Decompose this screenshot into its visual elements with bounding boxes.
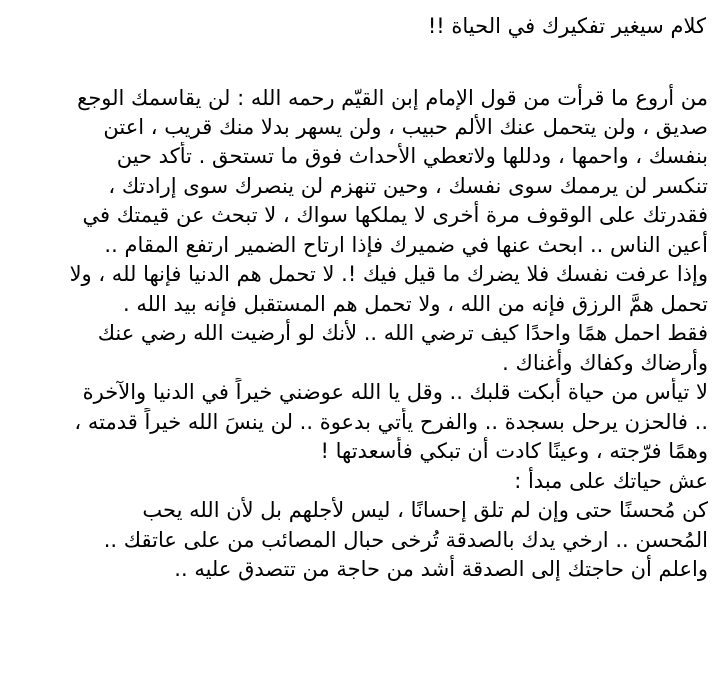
- text-line: المُحسن .. ارخي يدك بالصدقة تُرخى حبال المصائب من على عاتقك ..: [103, 528, 708, 552]
- page-title: كلام سيغير تفكيرك في الحياة !!: [427, 14, 706, 38]
- text-line: وأرضاك وكفاك وأغناك .: [502, 351, 708, 375]
- text-line: صديق ، ولن يتحمل عنك الألم حبيب ، ولن يسهر بدلا منك قريب ، اعتن: [103, 115, 708, 139]
- text-line: تنكسر لن يرممك سوى نفسك ، وحين تنهزم لن ينصرك سوى إرادتك ،: [108, 174, 708, 198]
- text-line: عش حياتك على مبدأ :: [514, 469, 708, 493]
- text-line: أعين الناس .. ابحث عنها في ضميرك فإذا ارتاح الضمير ارتفع المقام ..: [104, 233, 708, 257]
- text-line: فقدرتك على الوقوف مرة أخرى لا يملكها سواك ، لا تبحث عن قيمتك في: [82, 203, 708, 227]
- text-line: لا تيأس من حياة أبكت قلبك .. وقل يا الله عوضني خيراً في الدنيا والآخرة: [82, 380, 708, 404]
- text-line: من أروع ما قرأت من قول الإمام إبن القيّم رحمه الله : لن يقاسمك الوجع: [77, 86, 708, 110]
- text-line: .. فالحزن يرحل بسجدة .. والفرح يأتي بدعوة .. لن ينسَ الله خيراً قدمته ،: [74, 410, 708, 434]
- text-line: وإذا عرفت نفسك فلا يضرك ما قيل فيك !. لا تحمل هم الدنيا فإنها لله ، ولا: [69, 262, 708, 286]
- text-line: بنفسك ، واحمها ، ودللها ولاتعطي الأحداث فوق ما تستحق . تأكد حين: [116, 144, 708, 168]
- text-line: فقط احمل همًا واحدًا كيف ترضي الله .. لأنك لو أرضيت الله رضي عنك: [97, 321, 708, 345]
- text-line: وهمًا فرّجته ، وعينًا كادت أن تبكي فأسعدتها !: [320, 439, 708, 463]
- text-line: تحمل همَّ الرزق فإنه من الله ، ولا تحمل هم المستقبل فإنه بيد الله .: [123, 292, 708, 316]
- text-line: كن مُحسنًا حتى وإن لم تلق إحسانًا ، ليس لأجلهم بل لأن الله يحب: [142, 498, 708, 522]
- text-line: واعلم أن حاجتك إلى الصدقة أشد من حاجة من تتصدق عليه ..: [174, 557, 708, 581]
